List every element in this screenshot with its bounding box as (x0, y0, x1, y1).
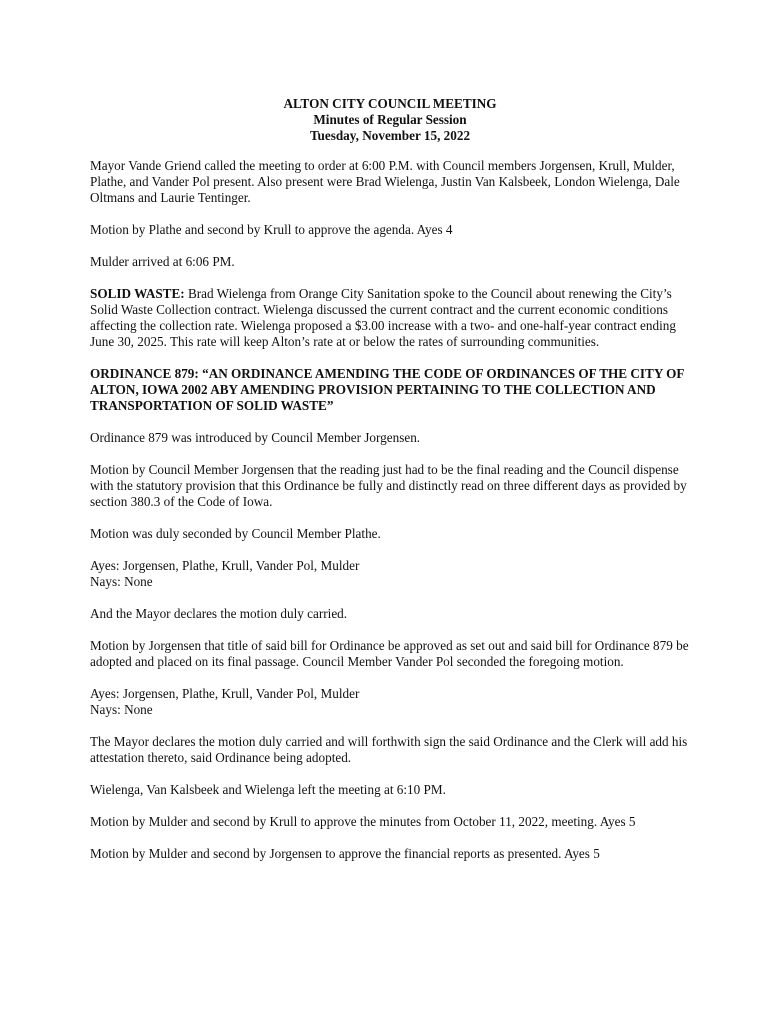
left-meeting-paragraph: Wielenga, Van Kalsbeek and Wielenga left the meeting at 6:10 PM. (90, 782, 446, 797)
solid-waste-paragraph (90, 286, 690, 350)
solid-waste-text: Brad Wielenga from Orange City Sanitation spoke to the Council about renewing the City’s Solid Waste Collection contract. Wielenga discussed the current contract and the current economic conditions affecting the collection rate. Wielenga proposed a $3.00 increase with a two- and one-half-year contract ending June 30, 2025. This rate will keep Alton’s rate at or below the rates of surrounding communities. (90, 286, 676, 349)
financial-paragraph: Motion by Mulder and second by Jorgensen to approve the financial reports as presented. Ayes 5 (90, 846, 600, 861)
vote-block-1 (90, 558, 690, 590)
declares-paragraph-2: The Mayor declares the motion duly carried and will forthwith sign the said Ordinance and the Clerk will add his attestation thereto, said Ordinance being adopted. (90, 734, 688, 765)
minutes-paragraph: Motion by Mulder and second by Krull to approve the minutes from October 11, 2022, meeting. Ayes 5 (90, 814, 636, 829)
document-subtitle: Minutes of Regular Session (313, 112, 467, 127)
ordinance-heading: ORDINANCE 879: “AN ORDINANCE AMENDING THE CODE OF ORDINANCES OF THE CITY OF ALTON, IOWA 2002 ABY AMENDING PROVISION PERTAINING TO THE COLLECTION AND TRANSPORTATION OF SOLID WASTE” (90, 366, 684, 413)
mulder-arrived-paragraph: Mulder arrived at 6:06 PM. (90, 254, 235, 269)
meeting-date: Tuesday, November 15, 2022 (309, 128, 471, 143)
vote1-nays: Nays: None (90, 574, 153, 589)
agenda-paragraph: Motion by Plathe and second by Krull to approve the agenda. Ayes 4 (90, 222, 453, 237)
vote2-nays: Nays: None (90, 702, 153, 717)
document-header (90, 96, 690, 144)
title-approved-paragraph: Motion by Jorgensen that title of said bill for Ordinance be approved as set out and said bill for Ordinance 879 be adopted and placed on its final passage. Council Member Vander Pol seconded the foregoing motion. (90, 638, 689, 669)
vote1-ayes: Ayes: Jorgensen, Plathe, Krull, Vander Pol, Mulder (90, 558, 360, 573)
final-reading-paragraph: Motion by Council Member Jorgensen that the reading just had to be the final reading and the Council dispense with the statutory provision that this Ordinance be fully and distinctly read on three different days as provided by section 380.3 of the Code of Iowa. (90, 462, 687, 509)
introduced-paragraph: Ordinance 879 was introduced by Council Member Jorgensen. (90, 430, 421, 445)
vote2-ayes: Ayes: Jorgensen, Plathe, Krull, Vander Pol, Mulder (90, 686, 360, 701)
call-to-order-paragraph: Mayor Vande Griend called the meeting to order at 6:00 P.M. with Council members Jorgensen, Krull, Mulder, Plathe, and Vander Pol present. Also present were Brad Wielenga, Justin Van Kalsbeek, London Wielenga, Dale Oltmans and Laurie Tentinger. (90, 158, 680, 205)
seconded-paragraph: Motion was duly seconded by Council Member Plathe. (90, 526, 381, 541)
solid-waste-label: SOLID WASTE: (90, 286, 185, 301)
vote-block-2 (90, 686, 690, 718)
document-page (90, 96, 690, 878)
document-title: ALTON CITY COUNCIL MEETING (283, 96, 497, 111)
declares-paragraph-1: And the Mayor declares the motion duly carried. (90, 606, 348, 621)
